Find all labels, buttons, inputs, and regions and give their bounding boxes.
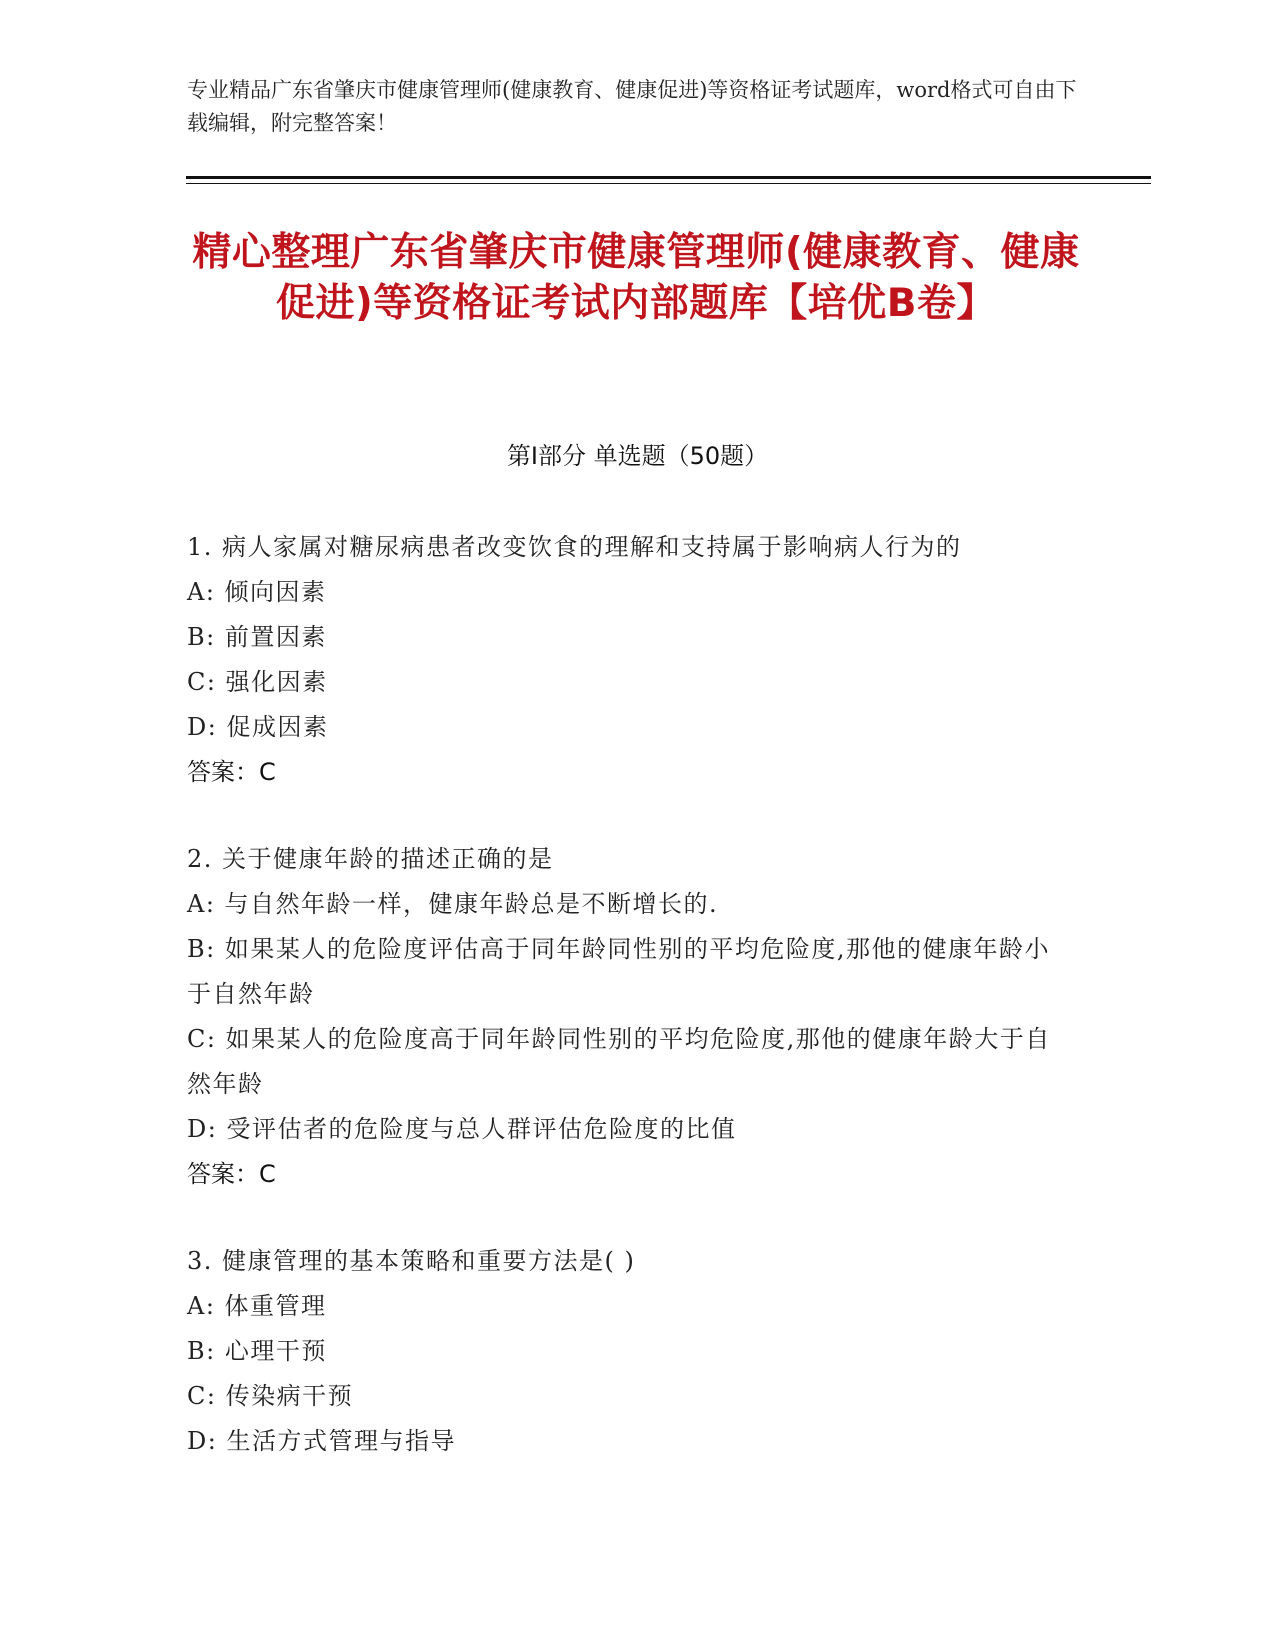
question-stem: 1. 病人家属对糖尿病患者改变饮食的理解和支持属于影响病人行为的	[187, 533, 962, 561]
option-c: C: 如果某人的危险度高于同年龄同性别的平均危险度,那他的健康年龄大于自然年龄	[187, 1025, 1051, 1098]
answer: 答案：C	[187, 758, 276, 786]
document-title: 精心整理广东省肇庆市健康管理师(健康教育、健康促进)等资格证考试内部题库【培优B卷】	[192, 230, 1080, 326]
question-list	[187, 525, 1067, 1506]
option-c: C: 强化因素	[187, 668, 328, 696]
header-rule-thick	[186, 176, 1151, 179]
option-a: A: 与自然年龄一样，健康年龄总是不断增长的.	[187, 890, 719, 918]
question-2	[187, 837, 1067, 1197]
header-note: 专业精品广东省肇庆市健康管理师(健康教育、健康促进)等资格证考试题库，word格式可自由下载编辑，附完整答案！	[187, 78, 1077, 135]
question-stem: 3. 健康管理的基本策略和重要方法是( )	[187, 1247, 636, 1275]
question-3	[187, 1239, 1067, 1464]
option-b: B: 心理干预	[187, 1337, 327, 1365]
option-b: B: 如果某人的危险度评估高于同年龄同性别的平均危险度,那他的健康年龄小于自然年龄	[187, 935, 1050, 1008]
header-rule-thin	[186, 183, 1151, 184]
question-1	[187, 525, 1067, 795]
option-b: B: 前置因素	[187, 623, 327, 651]
answer: 答案：C	[187, 1160, 276, 1188]
option-a: A: 体重管理	[187, 1292, 327, 1320]
option-a: A: 倾向因素	[187, 578, 327, 606]
section-heading: 第Ⅰ部分 单选题（50题）	[506, 442, 769, 470]
option-c: C: 传染病干预	[187, 1382, 354, 1410]
option-d: D: 受评估者的危险度与总人群评估危险度的比值	[187, 1115, 737, 1143]
question-stem: 2. 关于健康年龄的描述正确的是	[187, 845, 554, 873]
option-d: D: 生活方式管理与指导	[187, 1427, 456, 1455]
option-d: D: 促成因素	[187, 713, 329, 741]
